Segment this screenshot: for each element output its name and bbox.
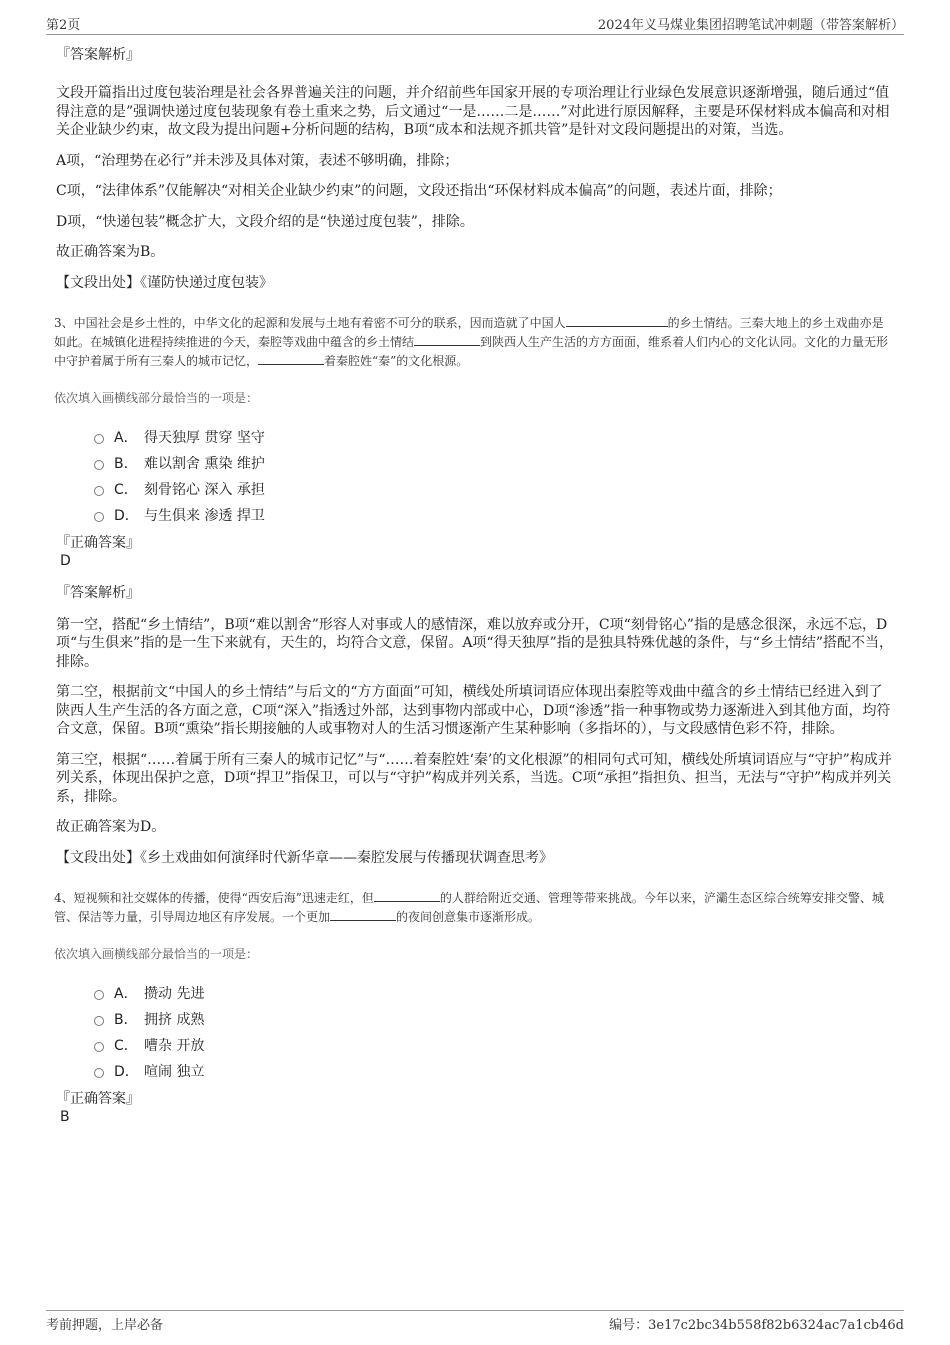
radio-icon[interactable] (94, 990, 104, 1000)
q3-option-b[interactable]: B． 难以割舍 熏染 维护 (94, 450, 896, 476)
page-number: 第2页 (46, 18, 81, 33)
q4-option-b[interactable]: B． 拥挤 成熟 (94, 1006, 896, 1032)
q3-blank-3 (258, 352, 324, 365)
footer-slogan: 考前押题，上岸必备 (46, 1318, 164, 1333)
q3-answer-label: 『正确答案』 (56, 534, 140, 551)
page-header (46, 12, 904, 35)
radio-icon[interactable] (94, 512, 104, 522)
radio-icon[interactable] (94, 460, 104, 470)
radio-icon[interactable] (94, 1042, 104, 1052)
q3-analysis-label: 『答案解析』 (56, 584, 140, 601)
q4-prompt: 依次填入画横线部分最恰当的一项是： (54, 946, 259, 961)
q2-analysis-para-4: D项，“快递包装”概念扩大，文段介绍的是“快递过度包装”，排除。 (56, 213, 474, 230)
q4-option-a[interactable]: A． 攒动 先进 (94, 980, 896, 1006)
q3-question: 3、中国社会是乡土性的，中华文化的起源和发展与土地有着密不可分的联系，因而造就了中国人 的乡土情结。三秦大地上的乡土戏曲亦是如此。在城镇化进程持续推进的今天，秦腔等戏曲中蕴含的乡土情结 到陕西人生产生活的方方面面，维系着人们内心的文化认同。文化的力量无形中守护着属于所有三秦人的城市记忆， 着秦腔姓“秦”的文化根源。 (54, 315, 889, 368)
radio-icon[interactable] (94, 486, 104, 496)
q4-answer-label: 『正确答案』 (56, 1090, 140, 1107)
page-footer (46, 1310, 904, 1335)
q2-analysis-para-1: 文段开篇指出过度包装治理是社会各界普遍关注的问题，并介绍前些年国家开展的专项治理让行业绿色发展意识逐渐增强，随后通过“值得注意的是”强调快递过度包装现象有卷土重来之势，后文通过“一是……二是……”对此进行原因解释，主要是环保材料成本偏高和对相关企业缺少约束，故文段为提出问题+分析问题的结构，B项“成本和法规齐抓共管”是针对文段问题提出的对策，当选。 (56, 85, 890, 138)
q3-option-a[interactable]: A． 得天独厚 贯穿 坚守 (94, 424, 896, 450)
document-title: 2024年义马煤业集团招聘笔试冲刺题（带答案解析） (597, 18, 904, 33)
q3-analysis-para-4: 故正确答案为D。 (56, 819, 166, 835)
q2-source: 【文段出处】《谨防快递过度包装》 (56, 274, 273, 291)
q4-options (94, 980, 896, 1084)
q2-analysis-para-5: 故正确答案为B。 (56, 244, 165, 260)
q3-options (94, 424, 896, 528)
q4-answer: B (60, 1108, 70, 1125)
q3-answer: D (60, 552, 71, 569)
q2-analysis-para-3: C项，“法律体系”仅能解决“对相关企业缺少约束”的问题，文段还指出“环保材料成本偏高”的问题，表述片面，排除； (56, 183, 782, 199)
radio-icon[interactable] (94, 1068, 104, 1078)
q2-analysis-label: 『答案解析』 (56, 47, 140, 63)
q3-analysis-para-3: 第三空，根据“……着属于所有三秦人的城市记忆”与“……着秦腔姓‘秦’的文化根源”的相同句式可知，横线处所填词语应与“守护”构成并列关系，体现出保护之意，D项“捍卫”指保卫，可以与“守护”构成并列关系，当选。C项“承担”指担负、担当，无法与“守护”构成并列关系，排除。 (56, 751, 892, 805)
q3-prompt: 依次填入画横线部分最恰当的一项是： (54, 390, 259, 405)
q4-blank-2 (330, 908, 396, 921)
q3-analysis-para-1: 第一空，搭配“乡土情结”，B项“难以割舍”形容人对事或人的感情深，难以放弃或分开，C项“刻骨铭心”指的是感念很深，永远不忘，D项“与生俱来”指的是一生下来就有，天生的，均符合文意，保留。A项“得天独厚”指的是独具特殊优越的条件，与“乡土情结”搭配不当，排除。 (56, 616, 894, 670)
q3-source: 【文段出处】《乡土戏曲如何演绎时代新华章——秦腔发展与传播现状调查思考》 (56, 849, 553, 866)
q3-analysis-para-2: 第二空，根据前文“中国人的乡土情结”与后文的“方方面面”可知，横线处所填词语应体现出秦腔等戏曲中蕴含的乡土情结已经进入到了陕西人生产生活的各方面之意，C项“深入”指透过外部，达到事物内部或中心，D项“渗透”指一种事物或势力逐渐进入到其他方面，均符合文意，保留。B项“熏染”指长期接触的人或事物对人的生活习惯逐渐产生某种影响（多指坏的），与文段感情色彩不符，排除。 (56, 684, 891, 737)
q3-blank-1 (566, 314, 668, 327)
q4-option-c[interactable]: C． 嘈杂 开放 (94, 1032, 896, 1058)
q3-option-d[interactable]: D． 与生俱来 渗透 捍卫 (94, 502, 896, 528)
q4-question: 4、短视频和社交媒体的传播，使得“西安后海”迅速走红，但 的人群给附近交通、管理等带来挑战。今年以来，浐灞生态区综合统筹安排交警、城管、保洁等力量，引导周边地区有序发展。一个更加 的夜间创意集市逐渐形成。 (54, 890, 884, 924)
q4-option-d[interactable]: D． 喧闹 独立 (94, 1058, 896, 1084)
q3-blank-2 (414, 333, 480, 346)
q3-option-c[interactable]: C． 刻骨铭心 深入 承担 (94, 476, 896, 502)
q2-analysis-para-2: A项，“治理势在必行”并未涉及具体对策，表述不够明确，排除； (56, 152, 459, 169)
radio-icon[interactable] (94, 1016, 104, 1026)
document-id: 编号：3e17c2bc34b558f82b6324ac7a1cb46d (609, 1318, 904, 1333)
radio-icon[interactable] (94, 434, 104, 444)
document-body (56, 46, 896, 1140)
q4-blank-1 (374, 889, 440, 902)
